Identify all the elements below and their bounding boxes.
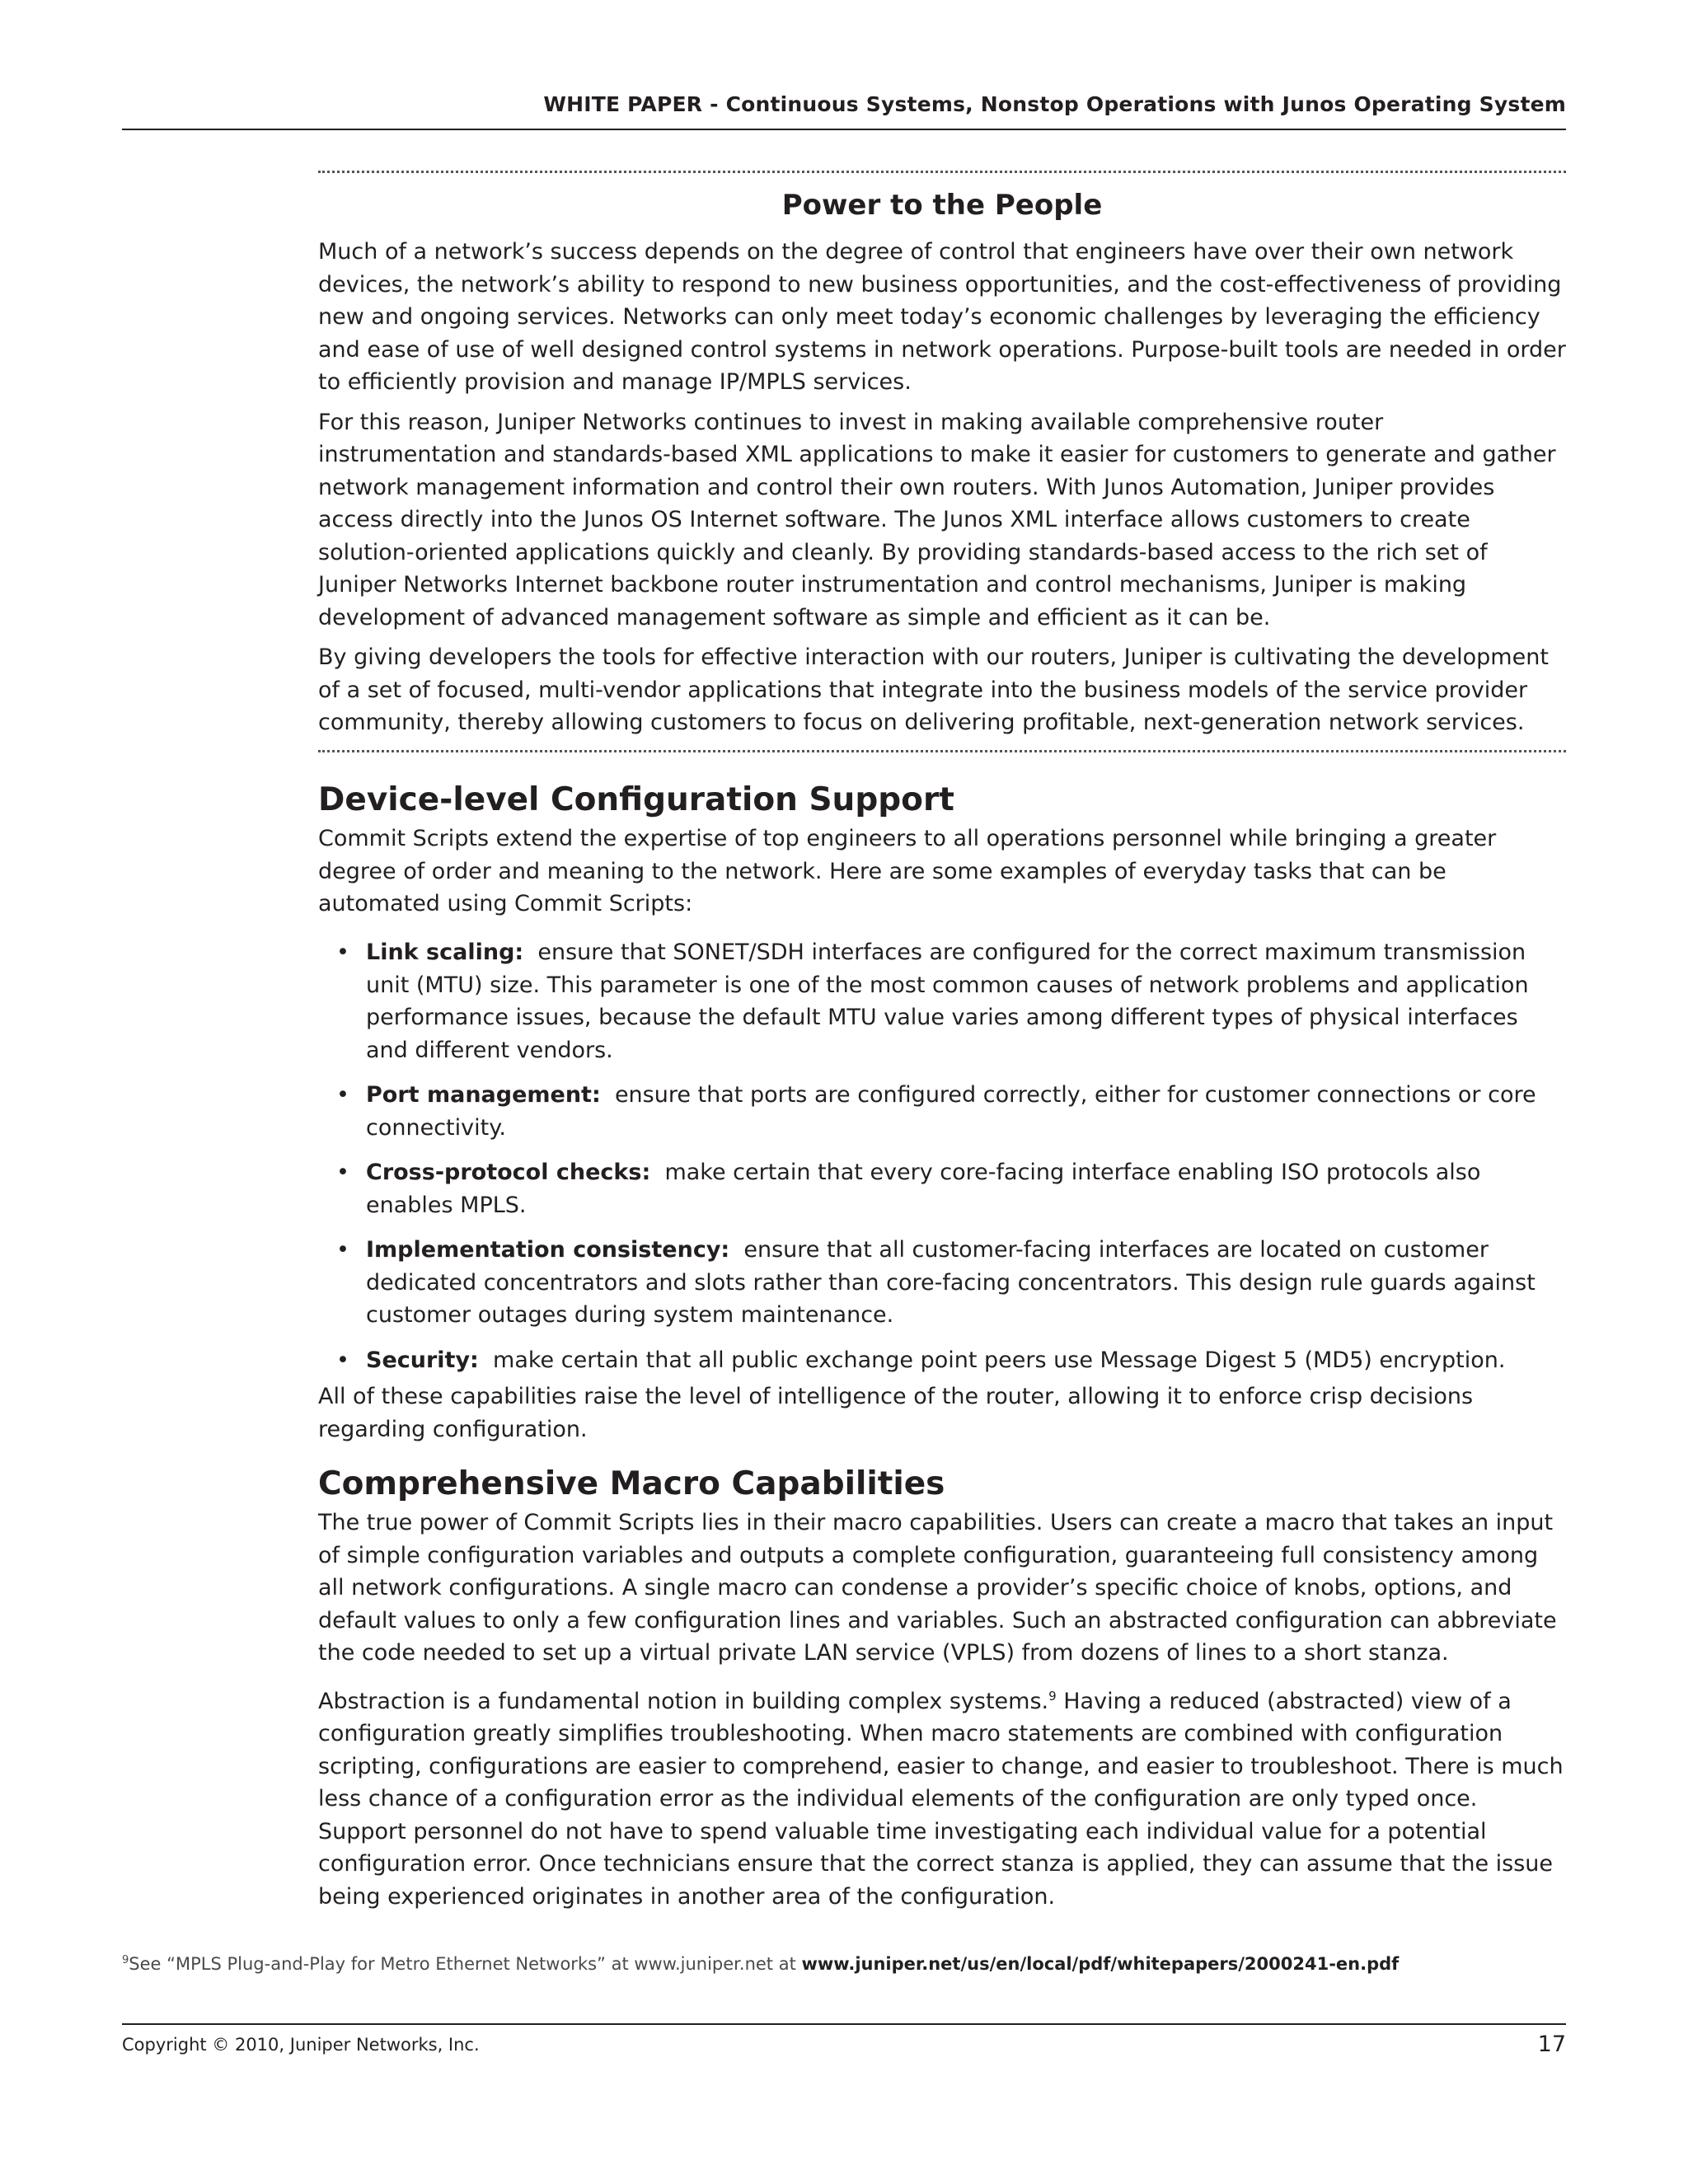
macro-paragraph-2 xyxy=(318,1680,1566,1914)
sidebar-bottom-divider xyxy=(318,750,1566,752)
bullet-term: Link scaling: xyxy=(366,940,524,965)
running-header: WHITE PAPER - Continuous Systems, Nonstop Operations with Junos Operating System xyxy=(543,92,1566,116)
footer-rule xyxy=(122,2023,1566,2025)
bullet-icon: • xyxy=(336,1347,349,1373)
bullet-text: ensure that all customer-facing interfaces are located on customer dedicated concentrators and slots rather than core-facing concentrators. This design rule guards against customer outages during system maintenance. xyxy=(366,1237,1536,1328)
sidebar-title: Power to the People xyxy=(781,189,1103,222)
footnote-text: See “MPLS Plug-and-Play for Metro Ethernet Networks” at www.juniper.net at xyxy=(129,1954,802,1974)
section-device-config xyxy=(318,780,1566,921)
macro-paragraph-1: The true power of Commit Scripts lies in their macro capabilities. Users can create a macro that takes an input of simple configuration variables and outputs a complete configuration, guaranteeing full consistency among all network configurations. A single macro can condense a provider’s specific choice of knobs, options, and default values to only a few configuration lines and variables. Such an abstracted configuration can abbreviate the code needed to set up a virtual private LAN service (VPLS) from dozens of lines to a short stanza. xyxy=(318,1510,1557,1666)
list-item xyxy=(336,1344,1566,1377)
footnote-url-link[interactable]: www.juniper.net/us/en/local/pdf/whitepapers/2000241-en.pdf xyxy=(801,1954,1400,1974)
sidebar-body xyxy=(318,236,1566,739)
section-macro xyxy=(318,1464,1566,1913)
section-heading-macro: Comprehensive Macro Capabilities xyxy=(318,1465,945,1502)
bullet-term: Implementation consistency: xyxy=(366,1237,730,1263)
macro-paragraph-2-rest: Having a reduced (abstracted) view of a configuration greatly simplifies troubleshooting. When macro statements are combined with configuration scripting, configurations are easier to comprehend, easier to change, and easier to troubleshoot. There is much less chance of a configuration error as the individual elements of the configuration are only typed once. Support personnel do not have to spend valuable time investigating each individual value for a potential configuration error. Once technicians ensure that the correct stanza is applied, they can assume that the issue being experienced originates in another area of the configuration. xyxy=(318,1688,1564,1910)
bullet-term: Port management: xyxy=(366,1082,601,1108)
sidebar-paragraph-3: By giving developers the tools for effective interaction with our routers, Juniper is cultivating the development of a set of focused, multi-vendor applications that integrate into the business models of the service provider community, thereby allowing customers to focus on delivering profitable, next-generation network services. xyxy=(318,644,1549,735)
copyright: Copyright © 2010, Juniper Networks, Inc. xyxy=(122,2035,480,2055)
section-intro: Commit Scripts extend the expertise of top engineers to all operations personnel while bringing a greater degree of order and meaning to the network. Here are some examples of everyday tasks that can be automated using Commit Scripts: xyxy=(318,826,1497,916)
bullet-text: ensure that ports are configured correctly, either for customer connections or core connectivity. xyxy=(366,1082,1536,1141)
header-rule xyxy=(122,129,1566,130)
list-item xyxy=(336,1079,1566,1144)
list-item xyxy=(336,1234,1566,1332)
bullet-icon: • xyxy=(336,1082,349,1108)
section-heading-device-config: Device-level Configuration Support xyxy=(318,781,954,818)
footnote xyxy=(122,1954,1566,1974)
page-number: 17 xyxy=(1537,2032,1566,2057)
bullet-text: ensure that SONET/SDH interfaces are configured for the correct maximum transmission unit (MTU) size. This parameter is one of the most common causes of network problems and application performance issues, because the default MTU value varies among different types of physical interfaces and different vendors. xyxy=(366,940,1529,1063)
sidebar-paragraph-1: Much of a network’s success depends on the degree of control that engineers have over their own network devices, the network’s ability to respond to new business opportunities, and the cost-effectiveness of providing new and ongoing services. Networks can only meet today’s economic challenges by leveraging the efficiency and ease of use of well designed control systems in network operations. Purpose-built tools are needed in order to efficiently provision and manage IP/MPLS services. xyxy=(318,239,1566,395)
sidebar-top-divider xyxy=(318,171,1566,173)
section-closing xyxy=(318,1380,1566,1446)
list-item xyxy=(336,936,1566,1066)
bullet-text: make certain that every core-facing interface enabling ISO protocols also enables MPLS. xyxy=(366,1160,1481,1218)
bullet-term: Security: xyxy=(366,1347,479,1373)
list-item xyxy=(336,1156,1566,1221)
bullet-icon: • xyxy=(336,940,349,965)
bullet-icon: • xyxy=(336,1237,349,1263)
bullet-text: make certain that all public exchange point peers use Message Digest 5 (MD5) encryption. xyxy=(493,1347,1506,1373)
bullet-icon: • xyxy=(336,1160,349,1185)
task-bullet-list xyxy=(336,936,1566,1376)
macro-paragraph-2-start: Abstraction is a fundamental notion in building complex systems. xyxy=(318,1688,1049,1714)
sidebar-paragraph-2: For this reason, Juniper Networks continues to invest in making available comprehensive router instrumentation and standards-based XML applications to make it easier for customers to generate and gather network management information and control their own routers. With Junos Automation, Juniper provides access directly into the Junos OS Internet software. The Junos XML interface allows customers to create solution-oriented applications quickly and cleanly. By providing standards-based access to the rich set of Juniper Networks Internet backbone router instrumentation and control mechanisms, Juniper is making development of advanced management software as simple and efficient as it can be. xyxy=(318,409,1556,630)
bullet-term: Cross-protocol checks: xyxy=(366,1160,651,1185)
footnote-reference[interactable]: 9 xyxy=(1048,1688,1057,1704)
section-closing-paragraph: All of these capabilities raise the level of intelligence of the router, allowing it to enforce crisp decisions regarding configuration. xyxy=(318,1384,1474,1442)
footnote-number: 9 xyxy=(122,1954,129,1966)
